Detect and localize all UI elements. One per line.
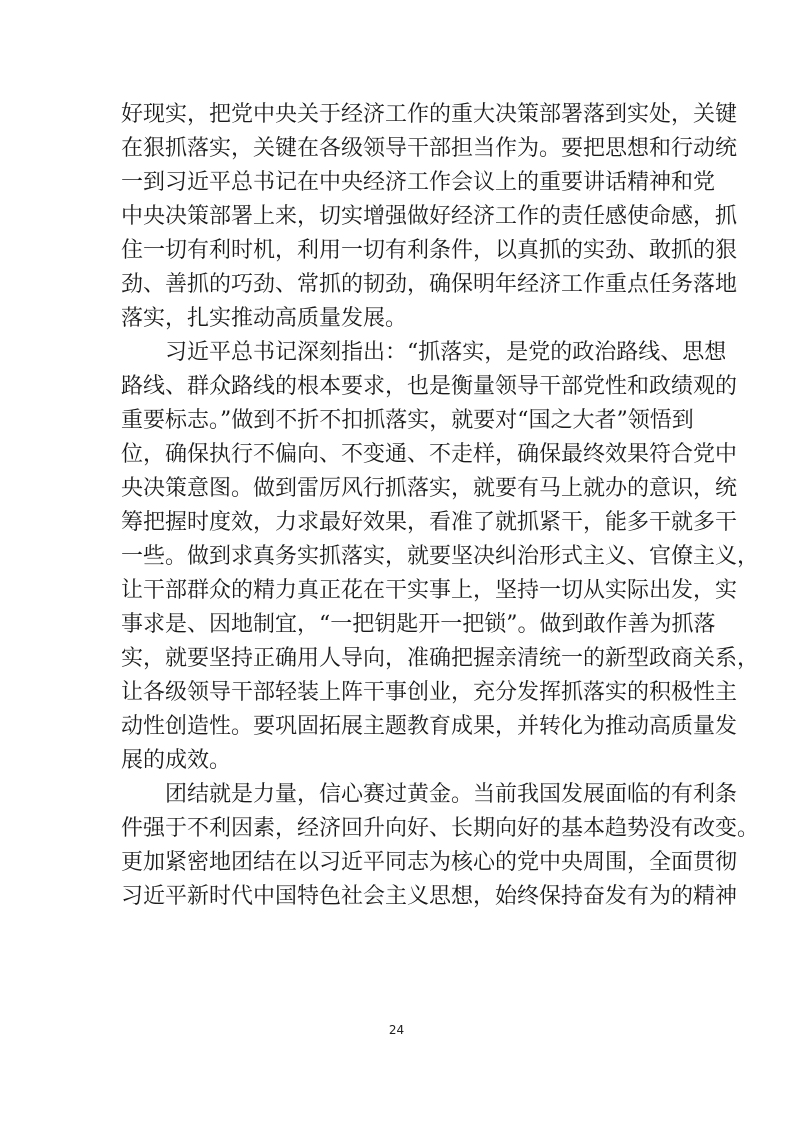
text-line: 实，就要坚持正确用人导向，准确把握亲清统一的新型政商关系， [121,646,760,671]
text-line: 一到习近平总书记在中央经济工作会议上的重要讲话精神和党 [121,170,716,195]
text-line: 好现实，把党中央关于经济工作的重大决策部署落到实处，关键 [121,102,738,127]
text-line: 中央决策部署上来，切实增强做好经济工作的责任感使命感，抓 [121,204,738,229]
text-line: 更加紧密地团结在以习近平同志为核心的党中央周围，全面贯彻 [121,850,738,875]
text-line: 筹把握时度效，力求最好效果，看准了就抓紧干，能多干就多干 [121,510,738,535]
text-line: 动性创造性。要巩固拓展主题教育成果，并转化为推动高质量发 [121,714,738,739]
paragraph [121,98,738,336]
text-line: 事求是、因地制宜，“一把钥匙开一把锁”。做到敢作善为抓落 [121,612,716,637]
text-line: 在狠抓落实，关键在各级领导干部担当作为。要把思想和行动统 [121,136,738,161]
text-line: 让各级领导干部轻装上阵干事创业，充分发挥抓落实的积极性主 [121,680,738,705]
text-line: 位，确保执行不偏向、不变通、不走样，确保最终效果符合党中 [121,442,738,467]
text-line: 团结就是力量，信心赛过黄金。当前我国发展面临的有利条 [165,782,738,807]
text-line: 落实，扎实推动高质量发展。 [121,306,408,331]
text-line: 劲、善抓的巧劲、常抓的韧劲，确保明年经济工作重点任务落地 [121,272,738,297]
text-line: 习近平新时代中国特色社会主义思想，始终保持奋发有为的精神 [121,884,738,909]
page-number: 24 [388,1023,405,1037]
text-line: 重要标志。”做到不折不扣抓落实，就要对“国之大者”领悟到 [121,408,694,433]
text-line: 住一切有利时机，利用一切有利条件，以真抓的实劲、敢抓的狠 [121,238,738,263]
text-line: 习近平总书记深刻指出：“抓落实，是党的政治路线、思想 [165,340,727,365]
body-text [121,98,760,914]
paragraph [121,778,760,914]
text-line: 路线、群众路线的根本要求，也是衡量领导干部党性和政绩观的 [121,374,738,399]
text-line: 央决策意图。做到雷厉风行抓落实，就要有马上就办的意识，统 [121,476,738,501]
text-line: 让干部群众的精力真正花在干实事上，坚持一切从实际出发，实 [121,578,738,603]
paragraph [121,336,760,778]
text-line: 一些。做到求真务实抓落实，就要坚决纠治形式主义、官僚主义， [121,544,760,569]
text-line: 展的成效。 [121,748,232,773]
text-line: 件强于不利因素，经济回升向好、长期向好的基本趋势没有改变。 [121,816,760,841]
